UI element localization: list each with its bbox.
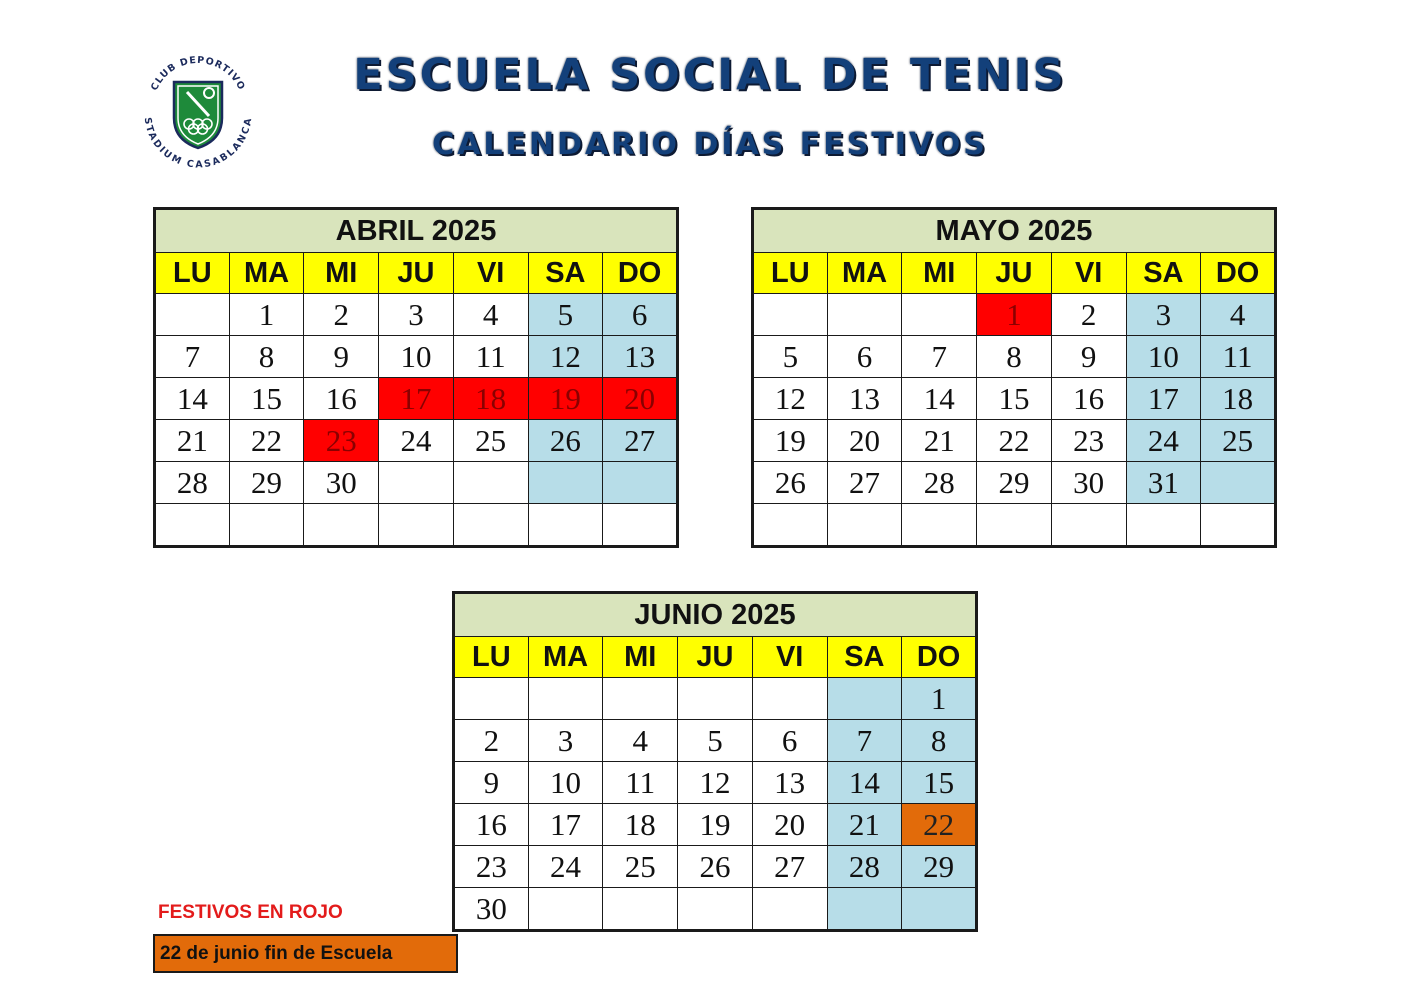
logo-top-text: CLUB DEPORTIVO: [148, 56, 248, 93]
weekday-header: DO: [1201, 253, 1276, 294]
day-cell: 14: [827, 762, 902, 804]
week-row: [454, 804, 977, 846]
empty-day-cell: [528, 504, 603, 547]
day-cell: 14: [902, 378, 977, 420]
legend-school-end: 22 de junio fin de Escuela: [153, 934, 458, 973]
day-cell: 21: [827, 804, 902, 846]
day-cell: 22: [229, 420, 304, 462]
day-cell: 3: [1126, 294, 1201, 336]
day-cell: 3: [528, 720, 603, 762]
club-logo: [139, 56, 257, 168]
empty-day-cell: [304, 504, 379, 547]
day-cell: 30: [304, 462, 379, 504]
day-cell: 19: [753, 420, 828, 462]
legend-holidays: FESTIVOS EN ROJO: [158, 902, 343, 923]
week-row: [753, 420, 1276, 462]
day-cell: 16: [304, 378, 379, 420]
day-cell: 22: [902, 804, 977, 846]
page-subtitle: CALENDARIO DÍAS FESTIVOS: [432, 127, 988, 162]
week-row: [454, 720, 977, 762]
day-cell: 8: [902, 720, 977, 762]
weekday-header: LU: [753, 253, 828, 294]
week-row: [155, 504, 678, 547]
weekday-header: VI: [1051, 253, 1126, 294]
day-cell: 15: [977, 378, 1052, 420]
empty-day-cell: [827, 294, 902, 336]
day-cell: 25: [603, 846, 678, 888]
day-cell: 12: [528, 336, 603, 378]
weekday-header: SA: [827, 637, 902, 678]
empty-day-cell: [528, 462, 603, 504]
empty-day-cell: [827, 504, 902, 547]
day-cell: 5: [528, 294, 603, 336]
day-cell: 16: [1051, 378, 1126, 420]
day-cell: 18: [1201, 378, 1276, 420]
day-cell: 11: [1201, 336, 1276, 378]
day-cell: 26: [528, 420, 603, 462]
day-cell: 17: [379, 378, 454, 420]
day-cell: 20: [827, 420, 902, 462]
week-row: [753, 294, 1276, 336]
month-title: ABRIL 2025: [155, 209, 678, 253]
empty-day-cell: [528, 678, 603, 720]
empty-day-cell: [752, 678, 827, 720]
empty-day-cell: [1201, 462, 1276, 504]
day-cell: 30: [454, 888, 529, 931]
day-cell: 29: [902, 846, 977, 888]
day-cell: 13: [752, 762, 827, 804]
day-cell: 12: [678, 762, 753, 804]
day-cell: 2: [304, 294, 379, 336]
day-cell: 24: [528, 846, 603, 888]
day-cell: 19: [678, 804, 753, 846]
day-cell: 1: [977, 294, 1052, 336]
empty-day-cell: [827, 678, 902, 720]
day-cell: 27: [827, 462, 902, 504]
day-cell: 22: [977, 420, 1052, 462]
weekday-header: MA: [229, 253, 304, 294]
empty-day-cell: [603, 888, 678, 931]
weekday-header: DO: [902, 637, 977, 678]
empty-day-cell: [902, 294, 977, 336]
logo-bottom-text: STADIUM CASABLANCA: [141, 116, 255, 168]
day-cell: 29: [229, 462, 304, 504]
empty-day-cell: [528, 888, 603, 931]
empty-day-cell: [902, 504, 977, 547]
day-cell: 19: [528, 378, 603, 420]
empty-day-cell: [752, 888, 827, 931]
day-cell: 27: [603, 420, 678, 462]
day-cell: 2: [454, 720, 529, 762]
week-row: [454, 888, 977, 931]
week-row: [753, 336, 1276, 378]
day-cell: 10: [1126, 336, 1201, 378]
weekday-header: SA: [1126, 253, 1201, 294]
day-cell: 3: [379, 294, 454, 336]
empty-day-cell: [155, 504, 230, 547]
empty-day-cell: [379, 504, 454, 547]
day-cell: 23: [1051, 420, 1126, 462]
day-cell: 2: [1051, 294, 1126, 336]
weekday-header: JU: [977, 253, 1052, 294]
day-cell: 10: [528, 762, 603, 804]
week-row: [753, 378, 1276, 420]
day-cell: 6: [827, 336, 902, 378]
day-cell: 9: [454, 762, 529, 804]
empty-day-cell: [603, 462, 678, 504]
empty-day-cell: [454, 678, 529, 720]
day-cell: 24: [379, 420, 454, 462]
day-cell: 31: [1126, 462, 1201, 504]
weekday-header: LU: [454, 637, 529, 678]
month-title: JUNIO 2025: [454, 593, 977, 637]
weekday-header: MI: [304, 253, 379, 294]
empty-day-cell: [453, 504, 528, 547]
empty-day-cell: [1051, 504, 1126, 547]
week-row: [155, 294, 678, 336]
day-cell: 13: [827, 378, 902, 420]
day-cell: 28: [155, 462, 230, 504]
day-cell: 21: [155, 420, 230, 462]
day-cell: 12: [753, 378, 828, 420]
empty-day-cell: [678, 888, 753, 931]
day-cell: 14: [155, 378, 230, 420]
empty-day-cell: [753, 294, 828, 336]
week-row: [454, 762, 977, 804]
empty-day-cell: [753, 504, 828, 547]
empty-day-cell: [603, 678, 678, 720]
day-cell: 13: [603, 336, 678, 378]
week-row: [155, 378, 678, 420]
weekday-header: MA: [827, 253, 902, 294]
day-cell: 1: [229, 294, 304, 336]
day-cell: 4: [603, 720, 678, 762]
weekday-header: DO: [603, 253, 678, 294]
day-cell: 26: [678, 846, 753, 888]
empty-day-cell: [678, 678, 753, 720]
empty-day-cell: [379, 462, 454, 504]
empty-day-cell: [1201, 504, 1276, 547]
page-title: ESCUELA SOCIAL DE TENIS: [353, 50, 1067, 100]
day-cell: 4: [453, 294, 528, 336]
week-row: [753, 504, 1276, 547]
empty-day-cell: [453, 462, 528, 504]
week-row: [155, 420, 678, 462]
week-row: [155, 336, 678, 378]
month-title: MAYO 2025: [753, 209, 1276, 253]
calendar-junio: [452, 591, 978, 932]
day-cell: 23: [454, 846, 529, 888]
day-cell: 29: [977, 462, 1052, 504]
empty-day-cell: [902, 888, 977, 931]
day-cell: 7: [155, 336, 230, 378]
weekday-header: MI: [603, 637, 678, 678]
week-row: [753, 462, 1276, 504]
weekday-header: VI: [752, 637, 827, 678]
day-cell: 9: [1051, 336, 1126, 378]
day-cell: 18: [453, 378, 528, 420]
day-cell: 6: [603, 294, 678, 336]
day-cell: 20: [603, 378, 678, 420]
day-cell: 7: [902, 336, 977, 378]
day-cell: 27: [752, 846, 827, 888]
empty-day-cell: [827, 888, 902, 931]
weekday-header: LU: [155, 253, 230, 294]
day-cell: 16: [454, 804, 529, 846]
day-cell: 7: [827, 720, 902, 762]
day-cell: 24: [1126, 420, 1201, 462]
day-cell: 5: [753, 336, 828, 378]
day-cell: 26: [753, 462, 828, 504]
day-cell: 21: [902, 420, 977, 462]
day-cell: 11: [603, 762, 678, 804]
empty-day-cell: [1126, 504, 1201, 547]
weekday-header: JU: [678, 637, 753, 678]
weekday-header: VI: [453, 253, 528, 294]
calendar-abril: [153, 207, 679, 548]
day-cell: 9: [304, 336, 379, 378]
empty-day-cell: [229, 504, 304, 547]
day-cell: 15: [229, 378, 304, 420]
empty-day-cell: [155, 294, 230, 336]
day-cell: 1: [902, 678, 977, 720]
day-cell: 5: [678, 720, 753, 762]
day-cell: 10: [379, 336, 454, 378]
day-cell: 20: [752, 804, 827, 846]
weekday-header: SA: [528, 253, 603, 294]
calendar-mayo: [751, 207, 1277, 548]
day-cell: 28: [902, 462, 977, 504]
week-row: [454, 846, 977, 888]
day-cell: 17: [1126, 378, 1201, 420]
day-cell: 23: [304, 420, 379, 462]
day-cell: 8: [977, 336, 1052, 378]
day-cell: 8: [229, 336, 304, 378]
empty-day-cell: [603, 504, 678, 547]
day-cell: 6: [752, 720, 827, 762]
empty-day-cell: [977, 504, 1052, 547]
day-cell: 28: [827, 846, 902, 888]
weekday-header: MI: [902, 253, 977, 294]
weekday-header: JU: [379, 253, 454, 294]
day-cell: 30: [1051, 462, 1126, 504]
day-cell: 25: [1201, 420, 1276, 462]
day-cell: 4: [1201, 294, 1276, 336]
day-cell: 25: [453, 420, 528, 462]
day-cell: 18: [603, 804, 678, 846]
day-cell: 11: [453, 336, 528, 378]
weekday-header: MA: [528, 637, 603, 678]
week-row: [155, 462, 678, 504]
day-cell: 15: [902, 762, 977, 804]
day-cell: 17: [528, 804, 603, 846]
week-row: [454, 678, 977, 720]
